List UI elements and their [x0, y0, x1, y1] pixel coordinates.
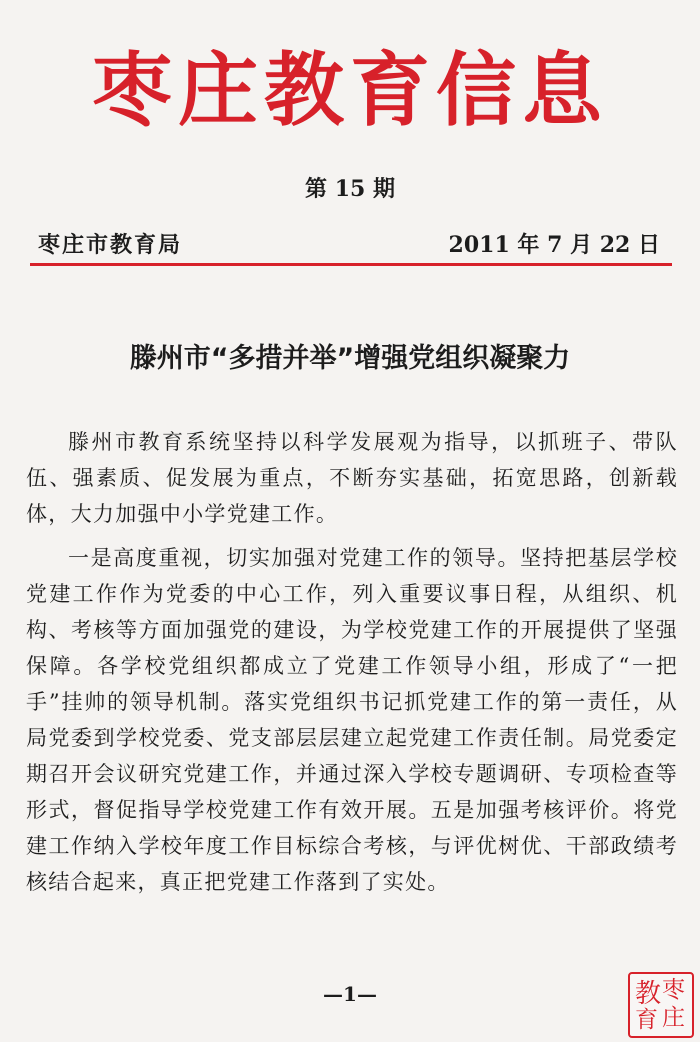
paragraph: 滕州市教育系统坚持以科学发展观为指导，以抓班子、带队伍、强素质、促发展为重点，不断夯实基础，拓宽思路，创新载体，大力加强中小学党建工作。: [26, 430, 678, 526]
paragraph: 一是高度重视，切实加强对党建工作的领导。坚持把基层学校党建工作作为党委的中心工作，列入重要议事日程，从组织、机构、考核等方面加强党的建设，为学校党建工作的开展提供了坚强保障。各学校党组织都成立了党建工作领导小组，形成了“一把手”挂帅的领导机制。落实党组织书记抓党建工作的第一责任，从局党委到学校党委、党支部层层建立起党建工作责任制。局党委定期召开会议研究党建工作，并通过深入学校专题调研、专项检查等形式，督促指导学校党建工作有效开展。五是加强考核评价。将党建工作纳入学校年度工作目标综合考核，与评优树优、干部政绩考核结合起来，真正把党建工作落到了实处。: [26, 546, 678, 894]
masthead-title: 枣庄教育信息: [92, 43, 608, 137]
seal-stamp: [628, 972, 694, 1038]
article-title: 滕州市“多措并举”增强党组织凝聚力: [129, 343, 571, 374]
issuer: 枣庄市教育局: [38, 232, 183, 258]
issue-number: 第 15 期: [305, 176, 395, 202]
red-divider: [30, 263, 672, 266]
article-body: [26, 424, 678, 908]
publish-date: 2011 年 7 月 22 日: [448, 232, 660, 258]
seal-char: 育: [635, 1007, 658, 1033]
seal-char: 庄: [662, 1005, 685, 1031]
seal-char: 枣: [662, 977, 685, 1003]
page-number: —1—: [323, 982, 377, 1006]
seal-char: 教: [635, 979, 662, 1009]
